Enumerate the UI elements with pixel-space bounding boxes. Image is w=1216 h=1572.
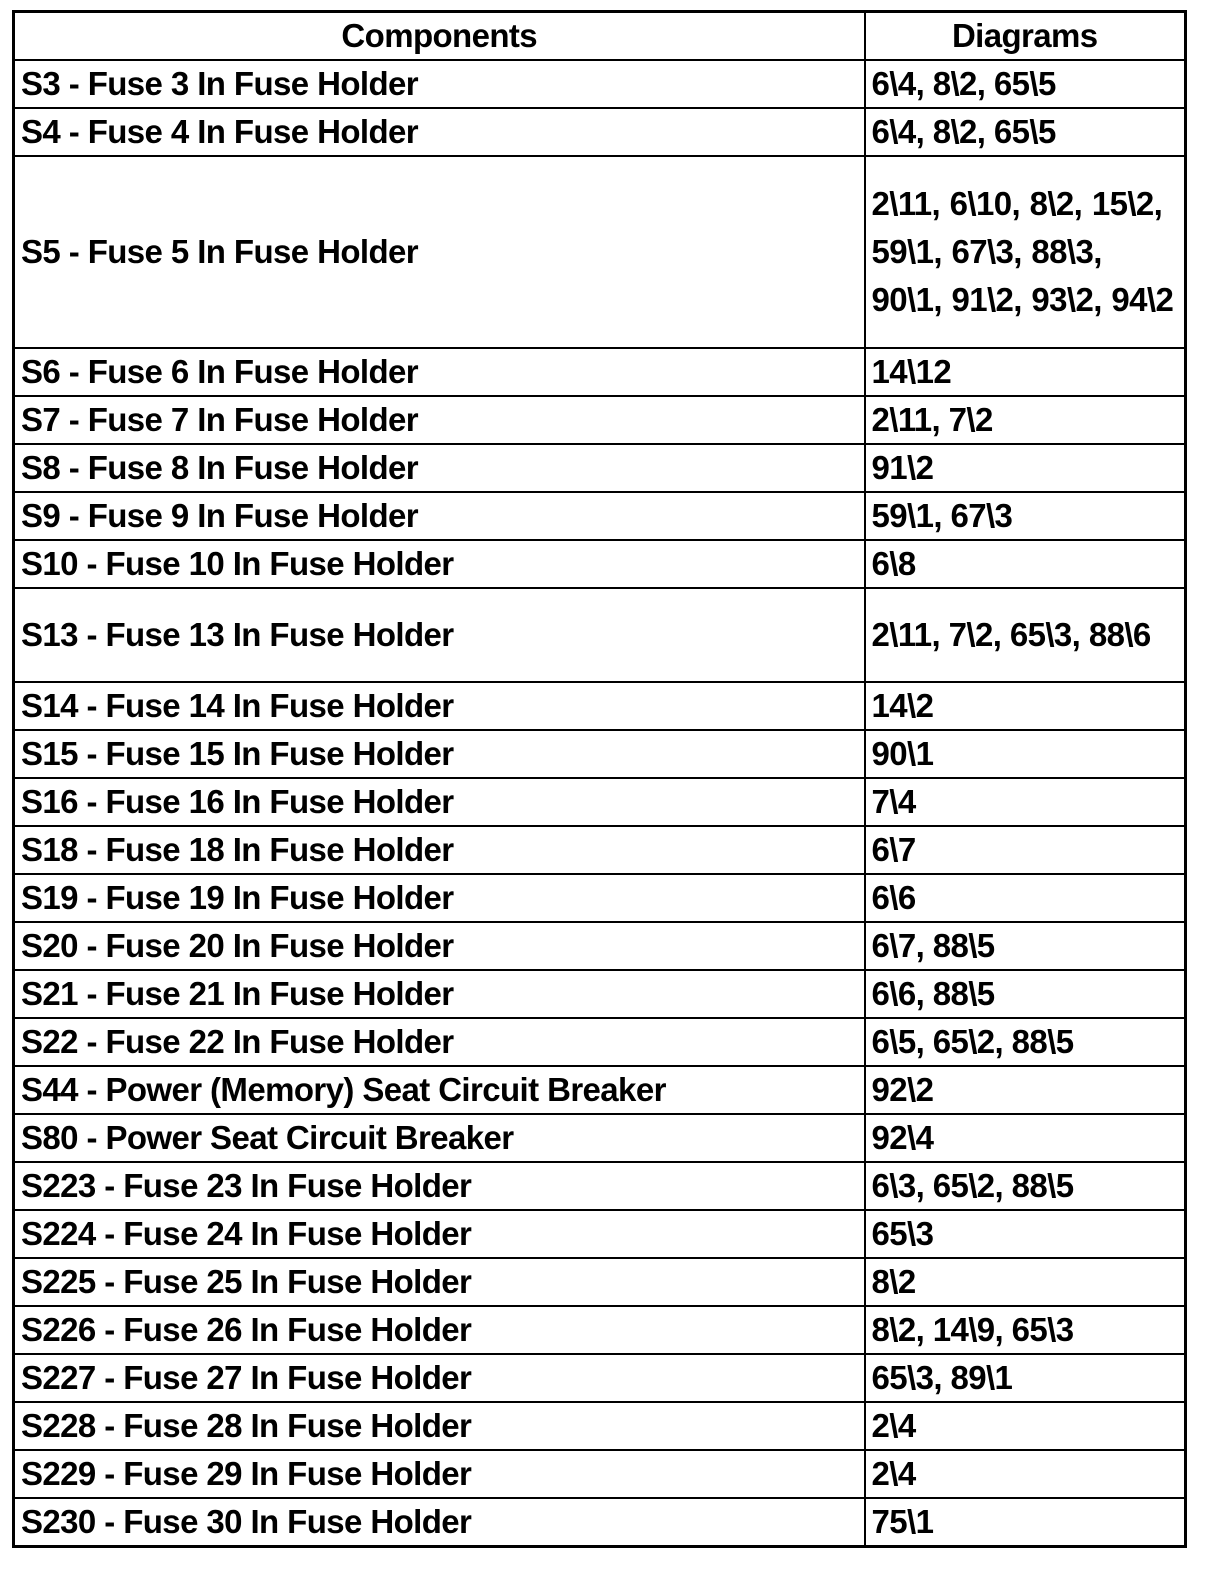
component-cell: S228 - Fuse 28 In Fuse Holder: [14, 1402, 865, 1450]
header-row: [14, 12, 1186, 61]
table-row: [14, 1162, 1186, 1210]
component-cell: S21 - Fuse 21 In Fuse Holder: [14, 970, 865, 1018]
component-cell: S10 - Fuse 10 In Fuse Holder: [14, 540, 865, 588]
table-row: [14, 444, 1186, 492]
components-diagrams-table: [12, 10, 1187, 1548]
component-cell: S229 - Fuse 29 In Fuse Holder: [14, 1450, 865, 1498]
table-row: [14, 1402, 1186, 1450]
table-row: [14, 588, 1186, 682]
diagrams-cell: 90\1: [865, 730, 1186, 778]
table-row: [14, 108, 1186, 156]
table-row: [14, 1258, 1186, 1306]
diagrams-cell: 92\4: [865, 1114, 1186, 1162]
diagrams-cell: 7\4: [865, 778, 1186, 826]
diagrams-cell: 92\2: [865, 1066, 1186, 1114]
table-row: [14, 1114, 1186, 1162]
component-cell: S44 - Power (Memory) Seat Circuit Breaker: [14, 1066, 865, 1114]
table-row: [14, 396, 1186, 444]
diagrams-cell: 59\1, 67\3: [865, 492, 1186, 540]
table-header: [14, 12, 1186, 61]
diagrams-cell: 8\2, 14\9, 65\3: [865, 1306, 1186, 1354]
component-cell: S226 - Fuse 26 In Fuse Holder: [14, 1306, 865, 1354]
header-components: Components: [14, 12, 865, 61]
diagrams-cell: 2\4: [865, 1450, 1186, 1498]
component-cell: S16 - Fuse 16 In Fuse Holder: [14, 778, 865, 826]
diagrams-cell: 6\6: [865, 874, 1186, 922]
component-cell: S15 - Fuse 15 In Fuse Holder: [14, 730, 865, 778]
table-row: [14, 1210, 1186, 1258]
diagrams-cell: 2\11, 7\2: [865, 396, 1186, 444]
diagrams-cell: 6\3, 65\2, 88\5: [865, 1162, 1186, 1210]
component-cell: S8 - Fuse 8 In Fuse Holder: [14, 444, 865, 492]
component-cell: S227 - Fuse 27 In Fuse Holder: [14, 1354, 865, 1402]
table-row: [14, 874, 1186, 922]
table-row: [14, 492, 1186, 540]
table-row: [14, 60, 1186, 108]
component-cell: S14 - Fuse 14 In Fuse Holder: [14, 682, 865, 730]
diagrams-cell: 2\4: [865, 1402, 1186, 1450]
diagrams-cell: 65\3: [865, 1210, 1186, 1258]
table-row: [14, 1498, 1186, 1547]
table-row: [14, 1450, 1186, 1498]
diagrams-cell: 6\4, 8\2, 65\5: [865, 60, 1186, 108]
component-cell: S225 - Fuse 25 In Fuse Holder: [14, 1258, 865, 1306]
component-cell: S19 - Fuse 19 In Fuse Holder: [14, 874, 865, 922]
component-cell: S7 - Fuse 7 In Fuse Holder: [14, 396, 865, 444]
component-cell: S3 - Fuse 3 In Fuse Holder: [14, 60, 865, 108]
table-row: [14, 156, 1186, 348]
component-cell: S4 - Fuse 4 In Fuse Holder: [14, 108, 865, 156]
component-cell: S22 - Fuse 22 In Fuse Holder: [14, 1018, 865, 1066]
component-cell: S13 - Fuse 13 In Fuse Holder: [14, 588, 865, 682]
diagrams-cell: 14\12: [865, 348, 1186, 396]
diagrams-cell: 8\2: [865, 1258, 1186, 1306]
diagrams-cell: 6\5, 65\2, 88\5: [865, 1018, 1186, 1066]
component-cell: S6 - Fuse 6 In Fuse Holder: [14, 348, 865, 396]
table-row: [14, 970, 1186, 1018]
diagrams-cell: 6\7, 88\5: [865, 922, 1186, 970]
table-row: [14, 348, 1186, 396]
table-row: [14, 922, 1186, 970]
table-row: [14, 1354, 1186, 1402]
component-cell: S223 - Fuse 23 In Fuse Holder: [14, 1162, 865, 1210]
header-diagrams: Diagrams: [865, 12, 1186, 61]
diagrams-cell: 75\1: [865, 1498, 1186, 1547]
diagrams-cell: 6\7: [865, 826, 1186, 874]
table-row: [14, 778, 1186, 826]
component-cell: S9 - Fuse 9 In Fuse Holder: [14, 492, 865, 540]
component-cell: S80 - Power Seat Circuit Breaker: [14, 1114, 865, 1162]
table-row: [14, 1018, 1186, 1066]
diagrams-cell: 91\2: [865, 444, 1186, 492]
component-cell: S5 - Fuse 5 In Fuse Holder: [14, 156, 865, 348]
diagrams-cell: 14\2: [865, 682, 1186, 730]
diagrams-cell: 6\6, 88\5: [865, 970, 1186, 1018]
table-body: [14, 60, 1186, 1547]
diagrams-cell: 6\8: [865, 540, 1186, 588]
table-row: [14, 730, 1186, 778]
component-cell: S20 - Fuse 20 In Fuse Holder: [14, 922, 865, 970]
component-cell: S230 - Fuse 30 In Fuse Holder: [14, 1498, 865, 1547]
table-row: [14, 1306, 1186, 1354]
table-row: [14, 682, 1186, 730]
diagrams-cell: 2\11, 6\10, 8\2, 15\2, 59\1, 67\3, 88\3, 90\1, 91\2, 93\2, 94\2: [865, 156, 1186, 348]
diagrams-cell: 2\11, 7\2, 65\3, 88\6: [865, 588, 1186, 682]
table-row: [14, 540, 1186, 588]
components-table-wrapper: [12, 10, 1184, 1548]
component-cell: S224 - Fuse 24 In Fuse Holder: [14, 1210, 865, 1258]
diagrams-cell: 65\3, 89\1: [865, 1354, 1186, 1402]
component-cell: S18 - Fuse 18 In Fuse Holder: [14, 826, 865, 874]
diagrams-cell: 6\4, 8\2, 65\5: [865, 108, 1186, 156]
table-row: [14, 1066, 1186, 1114]
table-row: [14, 826, 1186, 874]
